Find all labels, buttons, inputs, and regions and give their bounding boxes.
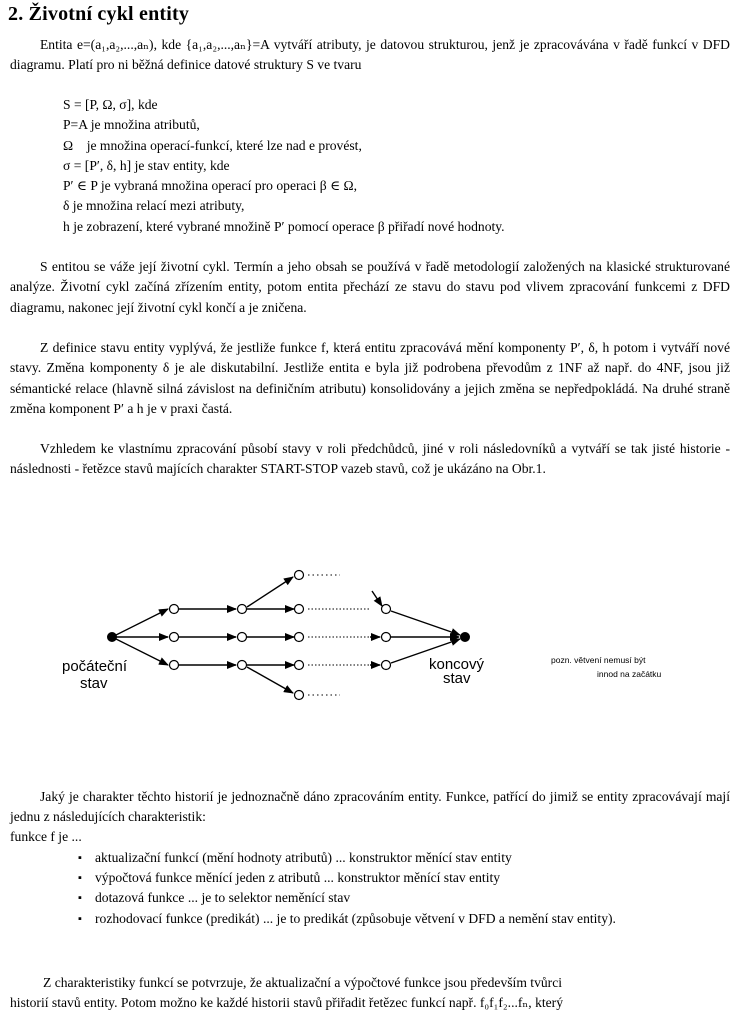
- paragraph-character: Jaký je charakter těchto historií je jednoznačně dáno zpracováním entity. Funkce, patřící do jimiž se entity zpracovávají mají jednu z následujících charakteristik:: [10, 789, 730, 825]
- state-node: [170, 605, 179, 614]
- diagram-note: pozn. větvení nemusí být: [551, 655, 646, 665]
- state-node: [295, 605, 304, 614]
- state-node: [238, 605, 247, 614]
- paragraph-histories: Vzhledem ke vlastnímu zpracování působí stavy v roli předchůdců, jiné v roli následovníků a vytváří se tak jisté historie - následnosti - řetězce stavů majících charakter START-STOP vazeb stavů, což je ukázáno na Obr.1.: [10, 441, 730, 477]
- state-node: [238, 633, 247, 642]
- definition-item: h je zobrazení, které vybrané množině P′ pomocí operace β přiřadí nové hodnoty.: [63, 218, 505, 234]
- state-node: [382, 661, 391, 670]
- state-node: [295, 661, 304, 670]
- funkce-line: funkce f je ...: [10, 829, 82, 844]
- transition-arrow: [372, 591, 382, 606]
- definition-item: Ω je množina operací-funkcí, které lze nad e provést,: [63, 137, 362, 153]
- definition-item: δ je množina relací mezi atributy,: [63, 198, 245, 214]
- definition-item: σ = [P′, δ, h] je stav entity, kde: [63, 157, 230, 173]
- end-state-label: koncový: [429, 656, 485, 673]
- paragraph-line: Z charakteristiky funkcí se potvrzuje, že aktualizační a výpočtové funkce jsou především tvůrci: [43, 975, 563, 990]
- paragraph-state-definition: Z definice stavu entity vyplývá, že jestliže funkce f, která entitu zpracovává mění komponenty P′, δ, h potom i vytváří nové stavy. Změna komponenty δ je ale diskutabilní. Jestliže entita e byla již podrobena převodům z 1NF až např. do 4NF, jsou již sémantické relace (hlavně silná závislost na definičním atributu) konsolidovány a jejich změna se nepředpokládá. Na druhé straně změna komponent P′ a h je v praxi častá.: [10, 340, 730, 416]
- state-node: [295, 633, 304, 642]
- function-list: [78, 848, 733, 929]
- state-node: [382, 633, 391, 642]
- definition-item: P′ ∈ P je vybraná množina operací pro operaci β ∈ Ω,: [63, 178, 358, 194]
- state-node: [382, 605, 391, 614]
- intro-paragraph: Entita e=(a₁,a₂,...,aₙ), kde {a₁,a₂,...,aₙ}=A vytváří atributy, je datovou strukturou, jenž je zpracovávána v řadě funkcí v DFD diagramu. Platí pro ni běžná definice datové struktury S ve tvaru: [10, 37, 730, 73]
- state-node: [295, 571, 304, 580]
- section-heading: 2. Životní cykl entity: [8, 3, 190, 25]
- end-state-node: [460, 632, 470, 642]
- state-node: [170, 661, 179, 670]
- diagram-note: innod na začátku: [597, 669, 662, 679]
- start-state-label: počáteční: [62, 658, 128, 675]
- definition-item: P=A je množina atributů,: [63, 117, 200, 133]
- list-item: ▪ dotazová funkce ... je to selektor neměnící stav: [78, 888, 733, 908]
- list-item: ▪ rozhodovací funkce (predikát) ... je to predikát (způsobuje větvení v DFD a nemění stav entity).: [78, 909, 733, 929]
- transition-arrow: [112, 609, 168, 637]
- state-node: [238, 661, 247, 670]
- state-diagram: [0, 555, 741, 715]
- list-item: ▪ výpočtová funkce měnící jeden z atributů ... konstruktor měnící stav entity: [78, 868, 733, 888]
- end-state-label: stav: [443, 670, 471, 687]
- state-node: [170, 633, 179, 642]
- start-state-label: stav: [80, 675, 108, 692]
- state-node: [295, 691, 304, 700]
- transition-arrow: [391, 611, 460, 635]
- paragraph-life-cycle: S entitou se váže její životní cykl. Termín a jeho obsah se používá v řadě metodologií založených na klasické strukturované analýze. Životní cykl začíná zřízením entity, potom entita přechází ze stavu do stavu pod vlivem zpracování funkcemi z DFD diagramu, nakonec její životní cykl končí a je zničena.: [10, 259, 730, 315]
- paragraph-line: historií stavů entity. Potom možno ke každé historii stavů přiřadit řetězec funkcí např. f₀f₁f₂...fₙ, který: [10, 995, 563, 1010]
- definition-list: [63, 95, 505, 237]
- transition-arrow: [247, 667, 293, 693]
- definition-item: S = [P, Ω, σ], kde: [63, 97, 158, 112]
- list-item: ▪ aktualizační funkcí (mění hodnoty atributů) ... konstruktor měnící stav entity: [78, 848, 733, 868]
- transition-arrow: [247, 577, 293, 607]
